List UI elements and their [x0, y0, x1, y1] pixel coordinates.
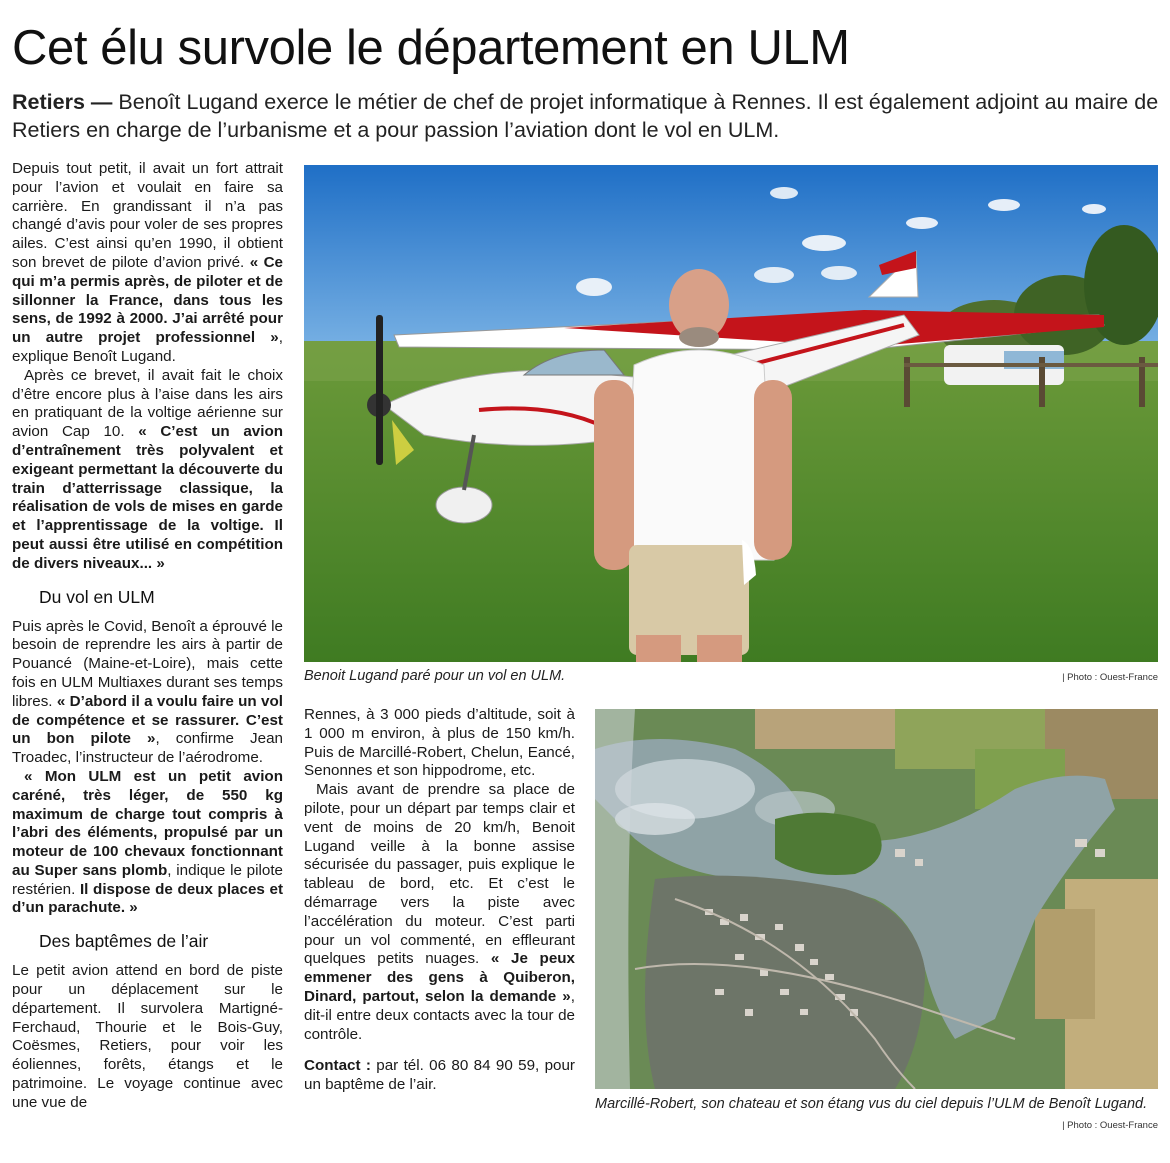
contact-text: par tél. 06 80 84 90 59, pour un baptême de l’air. — [304, 1057, 575, 1094]
paragraph — [12, 367, 283, 574]
lede-place: Retiers — — [12, 90, 113, 114]
article-column-2 — [304, 706, 575, 1095]
paragraph-text: Rennes, à 3 000 pieds d’altitude, soit à 1 000 m environ, à plus de 150 km/h. Puis de Marcillé-Robert, Chelun, Eancé, Senonnes et son hippodrome, etc. — [304, 706, 575, 780]
contact-paragraph — [304, 1057, 575, 1095]
photo-pilot-ulm — [304, 165, 1158, 662]
paragraph-text: Le petit avion attend en bord de piste pour un déplacement sur le département. Il survolera Martigné-Ferchaud, Thourie et le Bois-Guy, Coësmes, Retiers, pour voir les éoliennes, forêts, étangs et le patrimoine. Le voyage continue avec une vue de — [12, 962, 283, 1111]
quote: « Mon ULM est un petit avion caréné, très léger, de 550 kg maximum de charge tout compris à l’abri des éléments, propulsé par un moteur de 100 chevaux fonctionnant au Super sans plomb — [12, 767, 283, 879]
subheading-baptemes: Des baptêmes de l’air — [39, 931, 209, 952]
article-column-1 — [12, 160, 283, 1113]
lede — [12, 88, 1162, 144]
photo-aerial-marcille — [595, 709, 1158, 1089]
photo1-caption: Benoit Lugand paré pour un vol en ULM. — [304, 668, 566, 684]
paragraph — [12, 160, 283, 367]
quote: « C’est un avion d’entraînement très polyvalent et exigeant permettant la découverte du train d’atterrissage classique, la réalisation de vols de mises en garde et l’apprentissage de la voltige. Il peut aussi être utilisé en compétition de divers niveaux... » — [12, 423, 283, 572]
paragraph-text: Après ce brevet, il avait fait le choix d’être encore plus à l’aise dans les airs en pratiquant de la voltige aérienne sur avion Cap 10. — [12, 366, 283, 441]
quote: « D’abord il a voulu faire un vol de compétence et se rassurer. C’est un bon pilote » — [12, 692, 283, 748]
quote: « Ce qui m’a permis après, de piloter et de sillonner la France, dans tous les sens, de 1992 à 2000. J’ai arrêté pour un autre projet professionnel » — [12, 253, 283, 347]
attribution: , dit-il entre deux contacts avec la tour de contrôle. — [304, 987, 575, 1043]
paragraph-text: Depuis tout petit, il avait un fort attrait pour l’avion et voulait en faire sa carrière. En grandissant il n’a pas changé d’avis pour voler de ses propres ailes. C’est ainsi qu’en 1990, il obtient son brevet de pilote d’avion privé. — [12, 160, 283, 271]
attribution: , explique Benoît Lugand. — [12, 329, 283, 365]
quote: « Je peux emmener des gens à Quiberon, Dinard, partout, selon la demande » — [304, 950, 575, 1005]
paragraph-text: Mais avant de prendre sa place de pilote, pour un départ par temps clair et vent de moins de 20 km/h, Benoit Lugand veille à la bonne assise sécurisée du passager, puis explique le tableau de bord, etc. Et c’est le démarrage vers la piste avec l’accélération du moteur. C’est parti pour un vol commenté, en effleurant quelques petits nuages. — [304, 781, 575, 968]
headline: Cet élu survole le département en ULM — [12, 21, 850, 75]
paragraph-text: Puis après le Covid, Benoît a éprouvé le besoin de reprendre les airs à partir de Pouancé (Maine-et-Loire), mais cette fois en ULM Multiaxes durant ses temps libres. — [12, 617, 284, 710]
attribution: , indique le pilote restérien. — [12, 861, 283, 898]
paragraph — [304, 706, 575, 781]
pilot-ulm-illustration — [304, 165, 1158, 662]
paragraph — [12, 618, 283, 768]
quote: Il dispose de deux places et d’un parachute. » — [12, 880, 283, 917]
attribution: , confirme Jean Troadec, l’instructeur de l’aérodrome. — [12, 730, 283, 767]
contact-label: Contact : — [304, 1057, 371, 1075]
paragraph — [12, 962, 283, 1112]
photo2-caption: Marcillé-Robert, son chateau et son étang vus du ciel depuis l’ULM de Benoît Lugand. — [595, 1096, 1148, 1112]
subheading-ulm: Du vol en ULM — [39, 586, 155, 607]
aerial-view-illustration — [595, 709, 1158, 1089]
photo1-credit: | Photo : Ouest-France — [1062, 672, 1158, 683]
lede-text: Benoît Lugand exerce le métier de chef de projet informatique à Rennes. Il est également adjoint au maire de Retiers en charge de l’urbanisme et a pour passion l’aviation dont le vol en ULM. — [12, 90, 1159, 142]
paragraph — [304, 781, 575, 1044]
paragraph — [12, 768, 283, 918]
photo2-credit: | Photo : Ouest-France — [1062, 1120, 1158, 1131]
